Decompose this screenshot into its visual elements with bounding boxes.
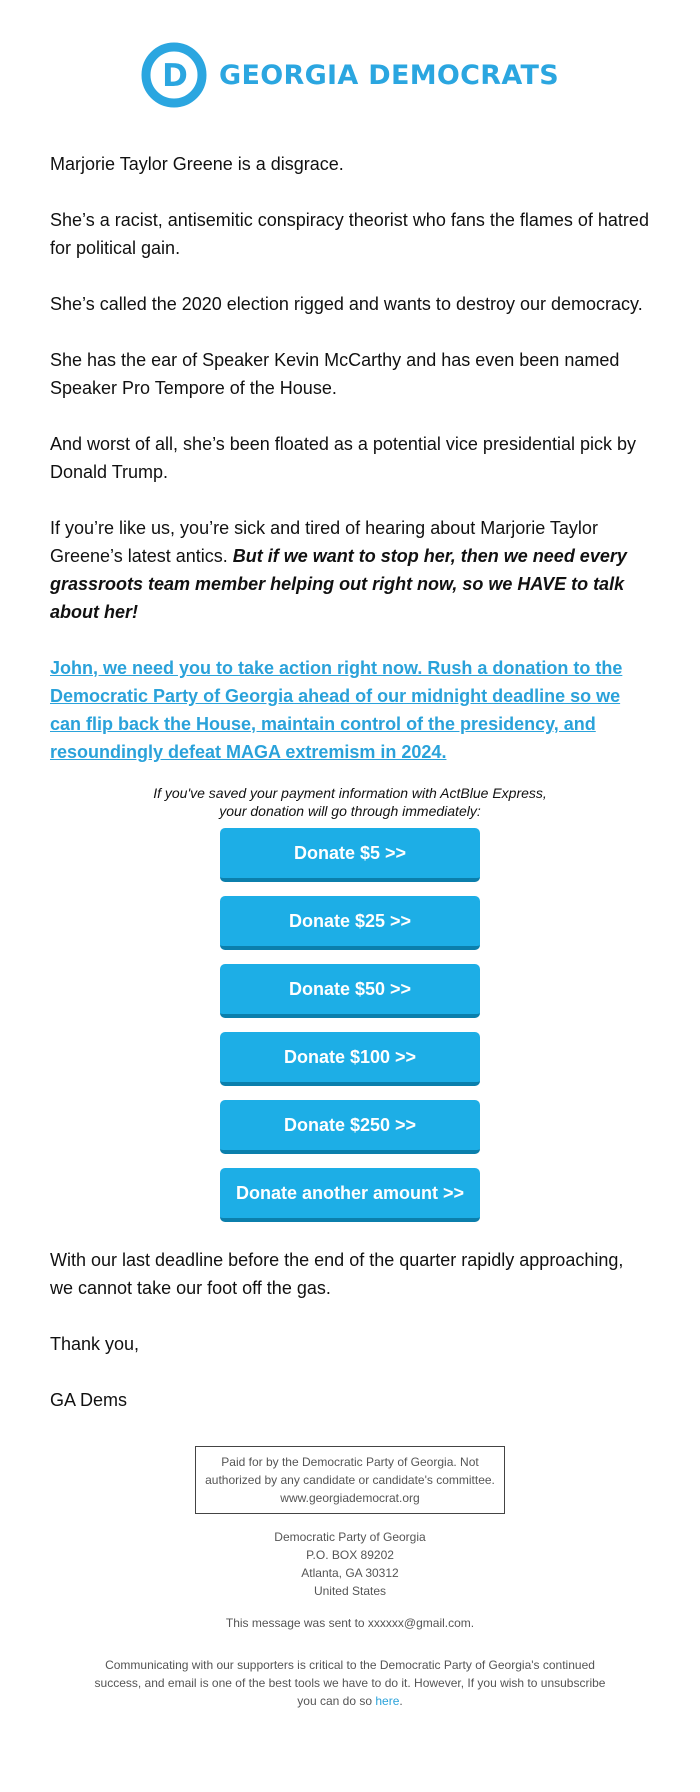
donate-5-button[interactable]: Donate $5 >>	[220, 828, 480, 882]
address-city: Atlanta, GA 30312	[301, 1566, 399, 1580]
paragraph-1: Marjorie Taylor Greene is a disgrace.	[50, 154, 344, 174]
unsubscribe-end: .	[399, 1694, 403, 1708]
mailing-address	[0, 1528, 700, 1600]
donate-25-button[interactable]: Donate $25 >>	[220, 896, 480, 950]
logo-letter: D	[162, 58, 188, 94]
paragraph-5: And worst of all, she’s been floated as a potential vice presidential pick by Donald Trump.	[50, 434, 637, 482]
closing-paragraph: With our last deadline before the end of the quarter rapidly approaching, we cannot take our foot off the gas.	[50, 1250, 624, 1298]
thanks-line: Thank you,	[50, 1334, 140, 1354]
unsubscribe-notice	[90, 1656, 610, 1710]
closing-section	[50, 1246, 650, 1414]
paragraph-4: She has the ear of Speaker Kevin McCarthy and has even been named Speaker Pro Tempore of the House.	[50, 350, 620, 398]
paid-line-1: Paid for by the Democratic Party of Georgia. Not	[221, 1455, 479, 1469]
address-po-box: P.O. BOX 89202	[306, 1548, 394, 1562]
paid-line-2: authorized by any candidate or candidate's committee.	[205, 1473, 495, 1487]
address-country: United States	[313, 1584, 387, 1598]
signature: GA Dems	[50, 1390, 128, 1410]
unsubscribe-link[interactable]: here	[375, 1694, 400, 1708]
donate-100-button[interactable]: Donate $100 >>	[220, 1032, 480, 1086]
address-org: Democratic Party of Georgia	[274, 1530, 426, 1544]
donate-250-button[interactable]: Donate $250 >>	[220, 1100, 480, 1154]
sent-prefix: This message was sent to	[225, 1616, 368, 1630]
paragraph-6	[50, 514, 650, 626]
sent-suffix: .	[470, 1616, 475, 1630]
donate-50-button[interactable]: Donate $50 >>	[220, 964, 480, 1018]
paragraph-6-text: If you’re like us, you’re sick and tired of hearing about Marjorie Taylor Greene’s latest antics.	[50, 518, 598, 566]
paid-website: www.georgiademocrat.org	[280, 1491, 420, 1505]
express-note-line-2: your donation will go through immediately:	[219, 803, 481, 819]
cta-paragraph	[50, 654, 650, 766]
paragraph-3: She’s called the 2020 election rigged and wants to destroy our democracy.	[50, 294, 643, 314]
actblue-express-note	[50, 784, 650, 820]
email-footer	[0, 1446, 700, 1710]
donate-button-list	[50, 828, 650, 1236]
unsubscribe-text: Communicating with our supporters is critical to the Democratic Party of Georgia's continued success, and email is one of the best tools we have to do it. However, If you wish to unsubscribe you can do so	[94, 1658, 606, 1708]
email-body	[0, 150, 700, 1414]
email-header	[0, 0, 700, 150]
express-note-line-1: If you've saved your payment information with ActBlue Express,	[153, 785, 547, 801]
recipient-email: xxxxxx@gmail.com	[367, 1616, 471, 1630]
democrats-d-logo-icon	[141, 42, 207, 108]
brand-name: GEORGIA DEMOCRATS	[219, 59, 559, 91]
brand-logo[interactable]	[141, 42, 559, 108]
paragraph-6-emphasis: But if we want to stop her, then we need every grassroots team member helping out right now, so we HAVE to talk about her!	[50, 546, 627, 622]
paid-for-disclaimer	[195, 1446, 505, 1514]
donate-other-amount-button[interactable]: Donate another amount >>	[220, 1168, 480, 1222]
paragraph-2: She’s a racist, antisemitic conspiracy theorist who fans the flames of hatred for political gain.	[50, 210, 649, 258]
donation-cta-link[interactable]: John, we need you to take action right now. Rush a donation to the Democratic Party of Georgia ahead of our midnight deadline so we can flip back the House, maintain control of the presidency, and resoundingly defeat MAGA extremism in 2024.	[50, 658, 623, 762]
sent-to-notice	[0, 1614, 700, 1632]
